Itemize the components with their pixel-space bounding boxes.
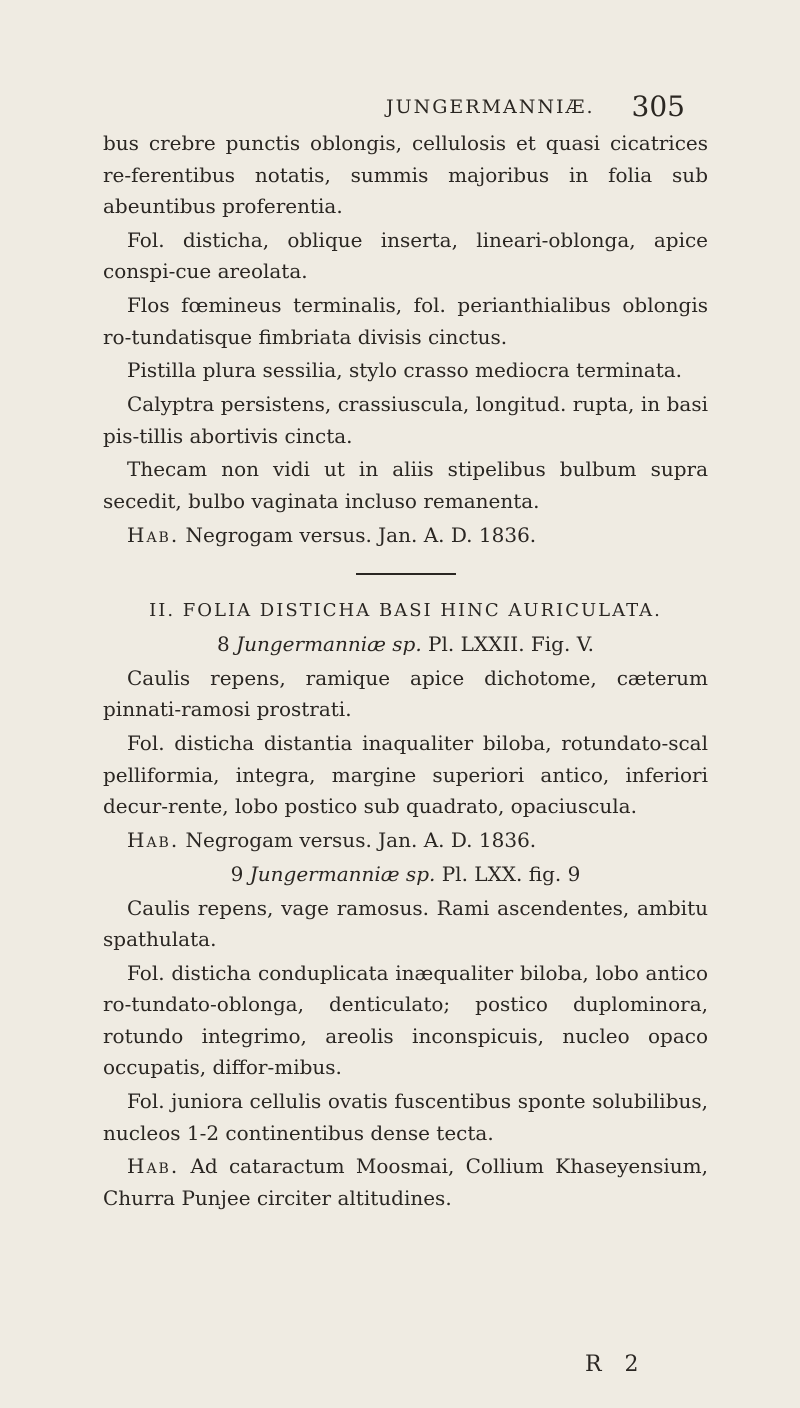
paragraph-folia: Fol. disticha, oblique inserta, lineari-oblonga, apice conspi-cue areolata.: [103, 227, 708, 284]
habitat-label: Hab.: [127, 1154, 180, 1179]
section-divider: [356, 573, 456, 575]
paragraph-caulis: Caulis repens, vage ramosus. Rami ascendentes, ambitu spathulata.: [103, 895, 708, 952]
species-number: 9: [230, 861, 250, 886]
paragraph-continuation: bus crebre punctis oblongis, cellulosis et quasi cicatrices re-ferentibus notatis, summis majoribus in folia sub abeuntibus proferentia.: [103, 131, 708, 218]
habitat-line: [103, 825, 708, 857]
species-name: Jungermanniæ sp.: [236, 632, 422, 657]
habitat-text: Negrogam versus. Jan. A. D. 1836.: [179, 827, 537, 852]
paragraph-calyptra: Calyptra persistens, crassiuscula, longitud. rupta, in basi pis-tillis abortivis cincta.: [103, 392, 708, 448]
species-number: 8: [217, 632, 237, 657]
paragraph-pistilla: Pistilla plura sessilia, stylo crasso mediocra terminata.: [127, 358, 683, 383]
running-title: JUNGERMANNIÆ.: [386, 96, 595, 118]
paragraph-thecam: Thecam non vidi ut in aliis stipelibus bulbum supra secedit, bulbo vaginata incluso remanenta.: [103, 457, 708, 513]
paragraph-folia: Fol. disticha conduplicata inæqualiter biloba, lobo antico ro-tundato-oblonga, denticulato; postico duplominora, rotundo integrimo, areolis inconspicuis, nucleo opaco occupatis, diffor-mibus.: [103, 960, 708, 1080]
paragraph-folia: Fol. disticha distantia inaqualiter biloba, rotundato-scal pelliformia, integra, margine superiori antico, inferiori decur-rente, lobo postico sub quadrato, opaciuscula.: [103, 731, 708, 819]
species-plate-ref: Pl. LXX. fig. 9: [435, 861, 581, 886]
species-name: Jungermanniæ sp.: [249, 861, 436, 886]
habitat-label: Hab.: [127, 522, 180, 547]
paragraph-flos: Flos fœmineus terminalis, fol. perianthialibus oblongis ro-tundatisque fimbriata divisis cinctus.: [103, 293, 708, 349]
habitat-line: [103, 1151, 708, 1214]
habitat-text: Ad cataractum Moosmai, Collium Khaseyensium, Churra Punjee circiter altitudines.: [103, 1154, 708, 1210]
page-number: 305: [631, 90, 685, 123]
species-heading: [103, 629, 708, 661]
species-heading: [103, 859, 708, 891]
running-head: [0, 90, 800, 124]
body-text: [103, 128, 708, 1217]
habitat-text: Negrogam versus. Jan. A. D. 1836.: [179, 522, 537, 547]
habitat-line: [103, 520, 708, 552]
species-plate-ref: Pl. LXXII. Fig. V.: [421, 632, 594, 657]
section-heading: II. FOLIA DISTICHA BASI HINC AURICULATA.: [149, 600, 662, 622]
habitat-label: Hab.: [127, 827, 180, 852]
signature-mark: R 2: [585, 1352, 647, 1377]
paragraph-caulis: Caulis repens, ramique apice dichotome, cæterum pinnati-ramosi prostrati.: [103, 665, 708, 722]
paragraph-folia-juniora: Fol. juniora cellulis ovatis fuscentibus sponte solubilibus, nucleos 1-2 continentibus dense tecta.: [103, 1089, 708, 1145]
